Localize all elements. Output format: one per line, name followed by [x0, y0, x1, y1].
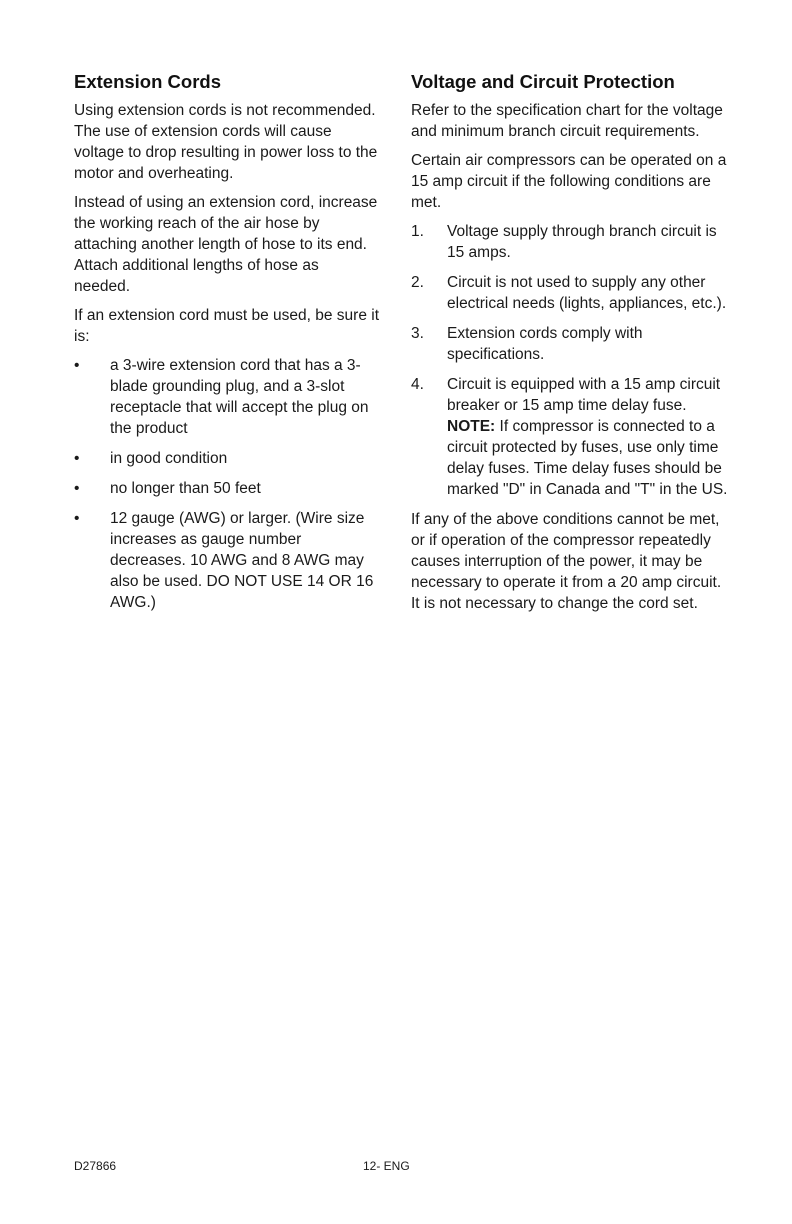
- item-number: 1.: [411, 223, 424, 240]
- list-item-text: in good condition: [110, 450, 228, 467]
- circuit-conditions-list: [411, 221, 729, 500]
- extension-cords-paragraph-2: Instead of using an extension cord, increase the working reach of the air hose by attaching another length of hose to its end. Attach additional lengths of hose as needed.: [74, 194, 378, 295]
- bullet-icon: •: [74, 480, 80, 497]
- extension-cords-paragraph-3: If an extension cord must be used, be sure it is:: [74, 307, 380, 345]
- bullet-icon: •: [74, 510, 80, 527]
- list-item: [411, 374, 729, 500]
- extension-cords-paragraph-1: Using extension cords is not recommended. The use of extension cords will cause voltage to drop resulting in power loss to the motor and overheating.: [74, 102, 378, 182]
- note-text: If compressor is connected to a circuit protected by fuses, use only time delay fuses. Time delay fuses should be marked "D" in Canada and "T" in the US.: [447, 418, 728, 498]
- list-item-text: Extension cords comply with specifications.: [447, 325, 643, 363]
- list-item: [74, 508, 379, 613]
- voltage-paragraph-2: Certain air compressors can be operated on a 15 amp circuit if the following conditions are met.: [411, 152, 727, 211]
- extension-cord-requirements-list: [74, 355, 379, 613]
- bullet-icon: •: [74, 450, 80, 467]
- list-item-text: Voltage supply through branch circuit is 15 amps.: [447, 223, 717, 261]
- list-item: [411, 323, 729, 365]
- list-item: [411, 221, 729, 263]
- right-column: [411, 70, 729, 622]
- item-number: 3.: [411, 325, 424, 342]
- list-item: [411, 272, 729, 314]
- list-item: [74, 355, 379, 439]
- list-item: [74, 448, 379, 469]
- list-item-text: Circuit is not used to supply any other electrical needs (lights, appliances, etc.).: [447, 274, 727, 312]
- list-item-text: Circuit is equipped with a 15 amp circuit breaker or 15 amp time delay fuse.: [447, 376, 721, 414]
- list-item-text: no longer than 50 feet: [110, 480, 261, 497]
- voltage-paragraph-3: If any of the above conditions cannot be met, or if operation of the compressor repeatedly causes interruption of the power, it may be necessary to operate it from a 20 amp circuit. It is not necessary to change the cord set.: [411, 511, 722, 612]
- item-number: 4.: [411, 376, 424, 393]
- item-number: 2.: [411, 274, 424, 291]
- voltage-circuit-protection-heading: Voltage and Circuit Protection: [411, 71, 675, 92]
- note-label: NOTE:: [447, 418, 496, 435]
- left-column: [74, 70, 379, 622]
- page-number: 12- ENG: [363, 1159, 410, 1173]
- list-item-text: a 3-wire extension cord that has a 3-blade grounding plug, and a 3-slot receptacle that will accept the plug on the product: [110, 357, 369, 437]
- extension-cords-heading: Extension Cords: [74, 71, 221, 92]
- document-number: D27866: [74, 1159, 117, 1173]
- list-item-text: 12 gauge (AWG) or larger. (Wire size increases as gauge number decreases. 10 AWG and 8 AWG may also be used. DO NOT USE 14 OR 16 AWG.): [110, 510, 374, 611]
- list-item: [74, 478, 379, 499]
- bullet-icon: •: [74, 357, 80, 374]
- voltage-paragraph-1: Refer to the specification chart for the voltage and minimum branch circuit requirements.: [411, 102, 723, 140]
